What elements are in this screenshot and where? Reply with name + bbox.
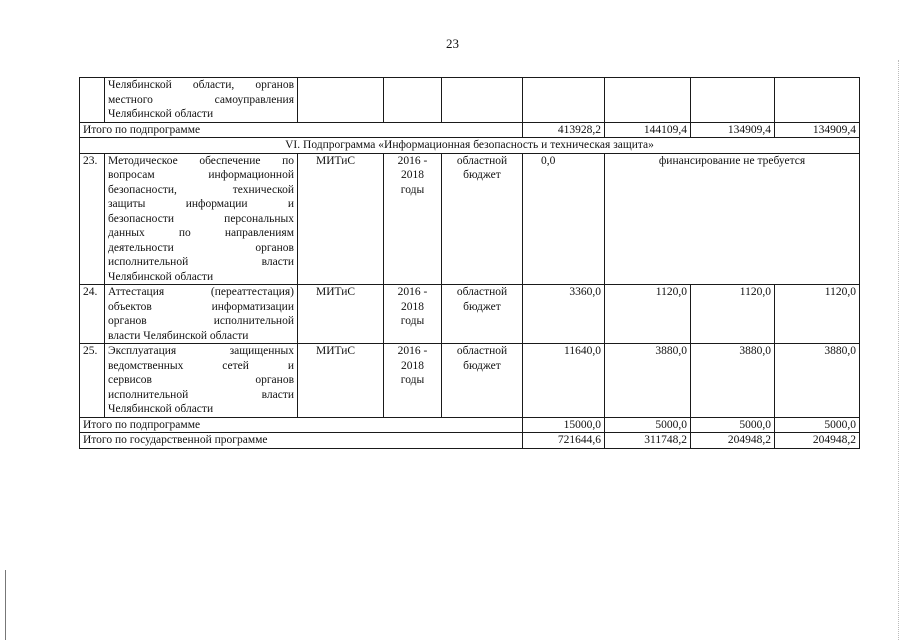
subtotal-2018: 134909,4 bbox=[775, 122, 860, 138]
grand-total-2018: 204948,2 bbox=[775, 433, 860, 449]
y2016-cell: 3880,0 bbox=[605, 344, 691, 418]
grand-total-row bbox=[80, 433, 860, 449]
table-row bbox=[80, 344, 860, 418]
total-cell: 11640,0 bbox=[523, 344, 605, 418]
budget-table bbox=[79, 77, 860, 449]
source-cell: областной бюджет bbox=[442, 153, 523, 285]
period-cell: 2016 - 2018 годы bbox=[384, 285, 442, 344]
subtotal-label: Итого по подпрограмме bbox=[80, 122, 523, 138]
row-number: 23. bbox=[80, 153, 105, 285]
description-cell: Эксплуатация защищенных ведомственных сетей и сервисов органов исполнительной власти Челябинской области bbox=[105, 344, 298, 418]
table-row bbox=[80, 153, 860, 285]
description-cell: Методическое обеспечение по вопросам информационной безопасности, технической защиты информации и безопасности персональных данных по направлениям деятельности органов исполнительной власти Челябинской области bbox=[105, 153, 298, 285]
total-cell: 3360,0 bbox=[523, 285, 605, 344]
period-cell: 2016 - 2018 годы bbox=[384, 153, 442, 285]
subtotal-row bbox=[80, 122, 860, 138]
funding-note: финансирование не требуется bbox=[605, 153, 860, 285]
table-row bbox=[80, 78, 860, 123]
source-cell: областной бюджет bbox=[442, 344, 523, 418]
subtotal-row bbox=[80, 417, 860, 433]
description-cell: Челябинской области, органов местного самоуправления Челябинской области bbox=[105, 78, 298, 123]
row-number: 24. bbox=[80, 285, 105, 344]
y2017-cell: 3880,0 bbox=[691, 344, 775, 418]
scan-edge-artifact bbox=[896, 60, 899, 640]
subtotal-2016: 144109,4 bbox=[605, 122, 691, 138]
y2018-cell: 1120,0 bbox=[775, 285, 860, 344]
page-number: 23 bbox=[446, 36, 459, 51]
grand-total-label: Итого по государственной программе bbox=[80, 433, 523, 449]
subtotal-total: 413928,2 bbox=[523, 122, 605, 138]
grand-total-2016: 311748,2 bbox=[605, 433, 691, 449]
subtotal-2017: 134909,4 bbox=[691, 122, 775, 138]
table-row bbox=[80, 285, 860, 344]
scan-margin-line bbox=[5, 570, 6, 640]
period-cell: 2016 - 2018 годы bbox=[384, 344, 442, 418]
subtotal-2017: 5000,0 bbox=[691, 417, 775, 433]
subtotal-label: Итого по подпрограмме bbox=[80, 417, 523, 433]
source-cell: областной бюджет bbox=[442, 285, 523, 344]
total-cell: 0,0 bbox=[523, 153, 605, 285]
grand-total-2017: 204948,2 bbox=[691, 433, 775, 449]
subtotal-2016: 5000,0 bbox=[605, 417, 691, 433]
y2018-cell: 3880,0 bbox=[775, 344, 860, 418]
row-number: 25. bbox=[80, 344, 105, 418]
executor-cell: МИТиС bbox=[298, 153, 384, 285]
section-title-row bbox=[80, 138, 860, 154]
description-cell: Аттестация (переаттестация) объектов информатизации органов исполнительной власти Челябинской области bbox=[105, 285, 298, 344]
section-title: VI. Подпрограмма «Информационная безопасность и техническая защита» bbox=[80, 138, 860, 154]
y2017-cell: 1120,0 bbox=[691, 285, 775, 344]
num-cell bbox=[80, 78, 105, 123]
grand-total-total: 721644,6 bbox=[523, 433, 605, 449]
subtotal-total: 15000,0 bbox=[523, 417, 605, 433]
subtotal-2018: 5000,0 bbox=[775, 417, 860, 433]
executor-cell: МИТиС bbox=[298, 344, 384, 418]
executor-cell: МИТиС bbox=[298, 285, 384, 344]
y2016-cell: 1120,0 bbox=[605, 285, 691, 344]
